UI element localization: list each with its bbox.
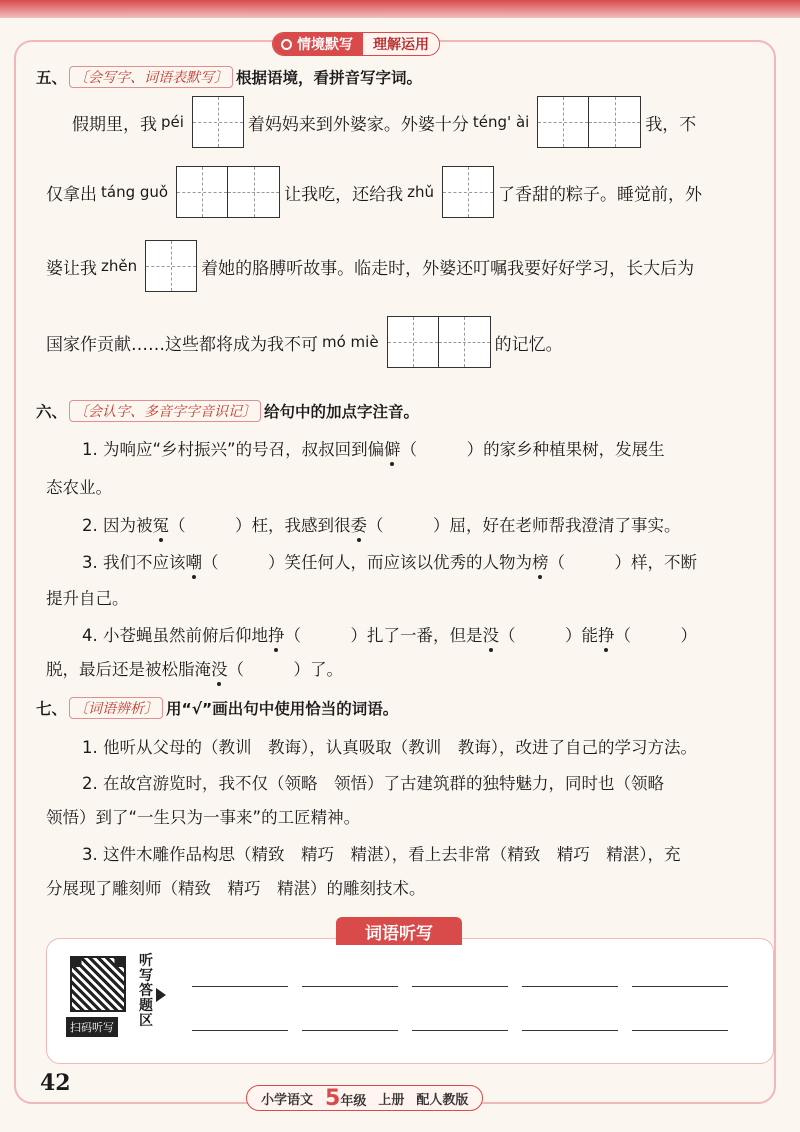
question-6-1-cont: 态农业。 — [46, 478, 112, 497]
dictation-banner: 词语听写 — [336, 917, 462, 945]
text: 让我吃，还给我 — [284, 184, 404, 205]
page-number: 42 — [40, 1070, 71, 1096]
text: 着妈妈来到外婆家。外婆十分 — [247, 114, 469, 135]
section5-title — [36, 66, 422, 88]
footer-grade-number: 5 — [325, 1085, 341, 1111]
writing-line[interactable] — [632, 1030, 728, 1031]
writing-line[interactable] — [412, 986, 508, 987]
section-tag: 〔会认字、多音字字音识记〕 — [69, 400, 261, 422]
question-7-3: 3. 这件木雕作品构思（精致 精巧 精湛），看上去非常（精致 精巧 精湛），充 — [82, 845, 681, 864]
section-tag: 〔词语辨析〕 — [69, 697, 163, 719]
dotted-char: 冤 — [153, 512, 170, 536]
qr-code[interactable] — [70, 956, 126, 1012]
section-instruction: 用“√”画出句中使用恰当的词语。 — [166, 700, 399, 718]
text: 婆让我 — [46, 258, 97, 279]
question-6-4: 4. 小苍蝇虽然前俯后仰地挣（ ）扎了一番，但是没（ ）能挣（ ） — [82, 622, 697, 646]
writing-line[interactable] — [302, 1030, 398, 1031]
answer-grid[interactable] — [442, 166, 494, 218]
dotted-char: 嘲 — [186, 549, 203, 573]
section5-line4 — [46, 316, 563, 368]
section-instruction: 根据语境，看拼音写字词。 — [236, 69, 423, 87]
answer-grid[interactable] — [192, 96, 244, 148]
writing-line[interactable] — [632, 986, 728, 987]
text: 仅拿出 — [46, 184, 97, 205]
section-number: 七、 — [36, 700, 68, 718]
dotted-char: 没 — [211, 656, 228, 680]
question-7-2: 2. 在故宫游览时，我不仅（领略 领悟）了古建筑群的独特魅力，同时也（领略 — [82, 774, 664, 793]
question-6-2: 2. 因为被冤（ ）枉，我感到很委（ ）屈，好在老师帮我澄清了事实。 — [82, 512, 681, 536]
dotted-char: 委 — [351, 512, 368, 536]
dictation-vertical-label: 听 写 答 题 区 — [139, 953, 153, 1029]
section-number: 六、 — [36, 403, 68, 421]
dotted-char: 僻 — [384, 436, 401, 460]
writing-line[interactable] — [412, 1030, 508, 1031]
text: 的记忆。 — [494, 334, 563, 355]
section-number: 五、 — [36, 69, 68, 87]
writing-line[interactable] — [302, 986, 398, 987]
arrow-right-icon — [156, 988, 166, 1002]
writing-line[interactable] — [192, 1030, 288, 1031]
text: 了香甜的粽子。睡觉前，外 — [497, 184, 702, 205]
question-6-4-cont: 脱，最后还是被松脂淹没（ ）了。 — [46, 656, 343, 680]
question-7-1: 1. 他听从父母的（教训 教诲），认真吸取（教训 教诲），改进了自己的学习方法。 — [82, 738, 697, 757]
section7-title — [36, 697, 398, 719]
answer-grid[interactable] — [387, 316, 491, 368]
footer-edition: 配人教版 — [416, 1092, 469, 1108]
footer-grade-unit: 年级 — [340, 1093, 367, 1109]
pinyin: téng' ài — [472, 113, 530, 131]
circle-icon — [281, 39, 292, 50]
writing-line[interactable] — [522, 986, 618, 987]
question-6-1: 1. 为响应“乡村振兴”的号召，叔叔回到偏僻（ ）的家乡种植果树，发展生 — [82, 436, 665, 460]
section5-line3 — [46, 240, 694, 292]
pinyin: mó miè — [322, 333, 379, 351]
pinyin: zhěn — [101, 257, 138, 275]
question-6-3: 3. 我们不应该嘲（ ）笑任何人，而应该以优秀的人物为榜（ ）样，不断 — [82, 549, 697, 573]
dotted-char: 没 — [483, 622, 500, 646]
dotted-char: 挣 — [268, 622, 285, 646]
section6-title — [36, 400, 419, 422]
top-decoration — [0, 0, 800, 18]
header-badge — [272, 32, 440, 56]
qr-label: 扫码听写 — [66, 1017, 118, 1037]
dotted-char: 榜 — [532, 549, 549, 573]
answer-grid[interactable] — [145, 240, 197, 292]
writing-line[interactable] — [192, 986, 288, 987]
text: 假期里，我 — [72, 114, 157, 135]
question-7-3-cont: 分展现了雕刻师（精致 精巧 精湛）的雕刻技术。 — [46, 879, 426, 898]
question-7-2-cont: 领悟）到了“一生只为一事来”的工匠精神。 — [46, 808, 361, 827]
pinyin: péi — [161, 113, 184, 131]
answer-grid[interactable] — [537, 96, 641, 148]
badge-left-label: 情境默写 — [297, 37, 353, 53]
pinyin: táng guǒ — [101, 183, 169, 201]
section5-line1 — [72, 96, 696, 148]
pinyin: zhǔ — [407, 183, 434, 201]
answer-grid[interactable] — [176, 166, 280, 218]
text: 我，不 — [645, 114, 697, 135]
badge-right-label: 理解运用 — [373, 37, 429, 53]
dotted-char: 挣 — [598, 622, 615, 646]
question-6-3-cont: 提升自己。 — [46, 589, 129, 608]
section-instruction: 给句中的加点字注音。 — [264, 403, 420, 421]
footer-volume: 上册 — [378, 1092, 405, 1108]
text: 国家作贡献……这些都将成为我不可 — [46, 334, 318, 355]
writing-line[interactable] — [522, 1030, 618, 1031]
section-tag: 〔会写字、词语表默写〕 — [69, 66, 233, 88]
footer-badge — [246, 1085, 483, 1111]
section5-line2 — [46, 166, 702, 218]
text: 着她的胳膊听故事。临走时，外婆还叮嘱我要好好学习，长大后为 — [201, 258, 695, 279]
footer-subject: 小学语文 — [261, 1092, 314, 1108]
